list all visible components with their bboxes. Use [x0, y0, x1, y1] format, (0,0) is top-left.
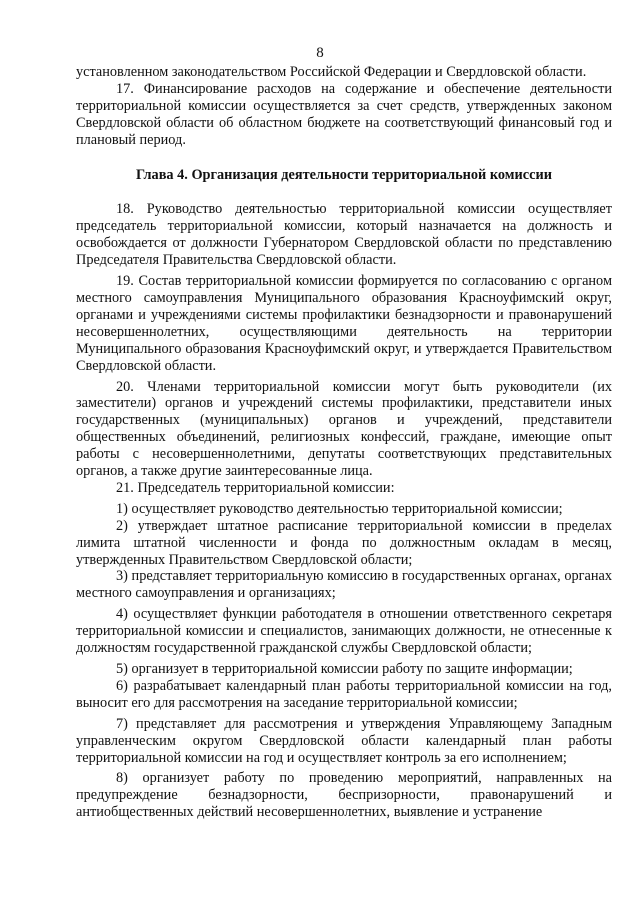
list-item-3: 3) представляет территориальную комиссию в государственных органах, органах местного самоуправления и организациях; — [76, 568, 612, 602]
paragraph-19: 19. Состав территориальной комиссии формируется по согласованию с органом местного самоуправления Муниципального образования Красноуфимский округ, органами и учреждениями системы профилактики безнадзорности и правонарушений несовершеннолетних, осуществляющими деятельность на территории Муниципального образования Красноуфимский округ, и утверждается Правительством Свердловской области. — [76, 273, 612, 374]
chapter-heading: Глава 4. Организация деятельности территориальной комиссии — [136, 166, 552, 183]
list-item-4: 4) осуществляет функции работодателя в отношении ответственного секретаря территориальной комиссии и специалистов, занимающих должности, не отнесенные к должностям государственной гражданской службы Свердловской области; — [76, 606, 612, 657]
list-item-7: 7) представляет для рассмотрения и утверждения Управляющему Западным управленческим округом Свердловской области календарный план работы территориальной комиссии на год и осуществляет контроль за его исполнением; — [76, 715, 612, 766]
list-item-5: 5) организует в территориальной комиссии работу по защите информации; — [116, 661, 573, 677]
list-item-2: 2) утверждает штатное расписание территориальной комиссии в пределах лимита штатной численности и фонда по должностным окладам в месяц, утвержденных Правительством Свердловской области; — [76, 517, 612, 568]
paragraph-17: 17. Финансирование расходов на содержание и обеспечение деятельности территориальной комиссии осуществляется за счет средств, утвержденных законом Свердловской области об областном бюджете на соответствующий финансовый год и плановый период. — [76, 80, 612, 148]
paragraph-continuation: установленном законодательством Российской Федерации и Свердловской области. — [76, 64, 587, 80]
document-body — [76, 64, 612, 821]
paragraph-20: 20. Членами территориальной комиссии могут быть руководители (их заместители) органов и учреждений системы профилактики, представители иных государственных (муниципальных) органов и учреждений, представители общественных объединений, религиозных конфессий, граждане, имеющие опыт работы с несовершеннолетними, депутаты соответствующих представительных органов, а также другие заинтересованные лица. — [76, 378, 612, 480]
paragraph-18: 18. Руководство деятельностью территориальной комиссии осуществляет председатель территориальной комиссии, который назначается на должность и освобождается от должности Губернатором Свердловской области по представлению Председателя Правительства Свердловской области. — [76, 201, 612, 269]
page-number: 8 — [316, 45, 324, 61]
list-item-1: 1) осуществляет руководство деятельностью территориальной комиссии; — [116, 500, 563, 517]
paragraph-21: 21. Председатель территориальной комиссии: — [116, 479, 395, 496]
list-item-6: 6) разрабатывает календарный план работы территориальной комиссии на год, выносит его для рассмотрения на заседание территориальной комиссии; — [76, 677, 612, 711]
list-item-8: 8) организует работу по проведению мероприятий, направленных на предупреждение безнадзорности, беспризорности, правонарушений и антиобщественных действий несовершеннолетних, выявление и устранение — [76, 770, 612, 821]
